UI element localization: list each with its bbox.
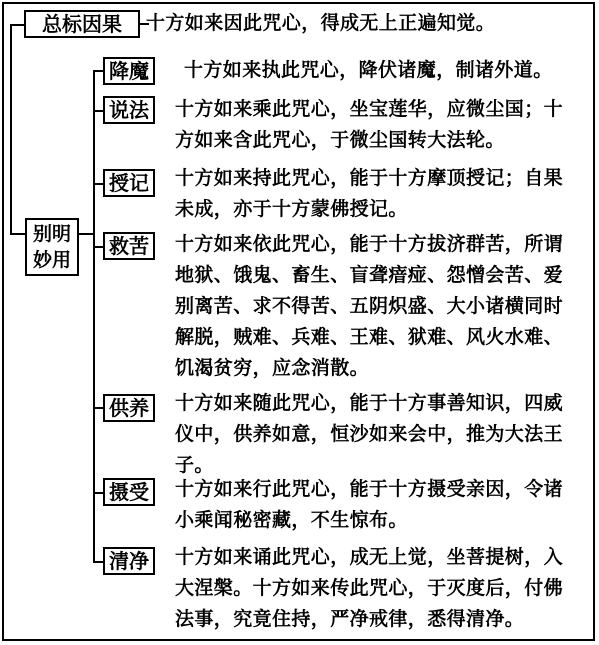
leaf-text: 十方如来随此咒心，能于十方事善知识，四威 仪中，供养如意，恒沙如来会中，推为大法王 子。 — [175, 392, 564, 476]
leaf-node-救苦 — [103, 232, 155, 260]
leaf-text: 十方如来依此咒心，能于十方拔济群苦，所谓 地狱、饿鬼、畜生、盲聋瘖痖、怨憎会苦、爱 别离苦、求不得苦、五阴炽盛、大小诸横同时 解脱，贼难、兵难、王难、狱难、风火水难、 饥渴贫穷，应念消散。 — [175, 233, 564, 379]
branch-label-line1: 别明 — [32, 223, 71, 245]
root-label: 总标因果 — [42, 12, 122, 36]
leaf-label: 摄受 — [109, 480, 149, 504]
leaf-text: 十方如来执此咒心，降伏诸魔，制诸外道。 — [184, 59, 553, 81]
branch-label-line2: 妙用 — [32, 249, 71, 271]
branch-spine — [93, 70, 95, 561]
leaf-text: 十方如来诵此咒心，成无上觉，坐菩提树，入 大涅槃。十方如来传此咒心，于灭度后，付佛 法事，究竟住持，严净戒律，悉得清净。 — [175, 546, 564, 630]
branch-node — [25, 218, 79, 276]
branch-connector — [10, 233, 26, 235]
root-connector — [10, 24, 25, 26]
root-node — [24, 10, 140, 38]
leaf-text: 十方如来行此咒心，能于十方摄受亲因，令诸 小乘闻秘密藏，不生惊布。 — [175, 478, 564, 531]
root-text: 十方如来因此咒心，得成无上正遍知觉。 — [146, 12, 496, 34]
leaf-label: 授记 — [109, 171, 149, 195]
leaf-node-供养 — [103, 394, 155, 422]
leaf-node-授记 — [103, 169, 155, 197]
leaf-node-降魔 — [103, 57, 155, 85]
leaf-label: 供养 — [109, 396, 149, 420]
leaf-node-摄受 — [103, 478, 155, 506]
trunk-line — [10, 24, 12, 234]
leaf-text: 十方如来持此咒心，能于十方摩顶授记；自果 未成，亦于十方蒙佛授记。 — [175, 167, 564, 220]
leaf-label: 清净 — [109, 549, 149, 573]
leaf-label: 救苦 — [109, 234, 149, 258]
leaf-text: 十方如来乘此咒心，坐宝莲华，应微尘国；十 方如来含此咒心，于微尘国转大法轮。 — [175, 98, 564, 151]
leaf-label: 降魔 — [109, 59, 149, 83]
leaf-label: 说法 — [109, 98, 149, 122]
branch-out-connector — [78, 233, 94, 235]
leaf-node-清净 — [103, 547, 155, 575]
leaf-node-说法 — [103, 96, 155, 124]
